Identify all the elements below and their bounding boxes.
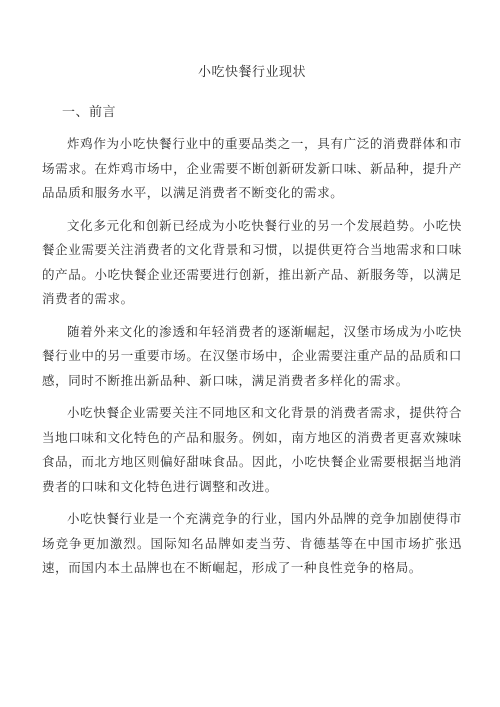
paragraph-5: 小吃快餐行业是一个充满竞争的行业，国内外品牌的竞争加剧使得市场竞争更加激烈。国际知名品牌如麦当劳、肯德基等在中国市场扩张迅速，而国内本土品牌也在不断崛起，形成了一种良性竞争的格局。	[42, 511, 462, 575]
paragraph-1: 炸鸡作为小吃快餐行业中的重要品类之一，具有广泛的消费群体和市场需求。在炸鸡市场中，企业需要不断创新研发新口味、新品种，提升产品品质和服务水平，以满足消费者不断变化的需求。	[42, 136, 462, 200]
section-heading: 一、前言	[62, 105, 117, 120]
document-title: 小吃快餐行业现状	[197, 65, 306, 80]
paragraph-4: 小吃快餐企业需要关注不同地区和文化背景的消费者需求，提供符合当地口味和文化特色的产品和服务。例如，南方地区的消费者更喜欢辣味食品，而北方地区则偏好甜味食品。因此，小吃快餐企业需要根据当地消费者的口味和文化特色进行调整和改进。	[42, 405, 462, 494]
paragraph-3: 随着外来文化的渗透和年轻消费者的逐渐崛起，汉堡市场成为小吃快餐行业中的另一重要市场。在汉堡市场中，企业需要注重产品的品质和口感，同时不断推出新品种、新口味，满足消费者多样化的需求。	[42, 323, 462, 388]
paragraph-2: 文化多元化和创新已经成为小吃快餐行业的另一个发展趋势。小吃快餐企业需要关注消费者的文化背景和习惯，以提供更符合当地需求和口味的产品。小吃快餐企业还需要进行创新，推出新产品、新服务等，以满足消费者的需求。	[42, 217, 462, 306]
